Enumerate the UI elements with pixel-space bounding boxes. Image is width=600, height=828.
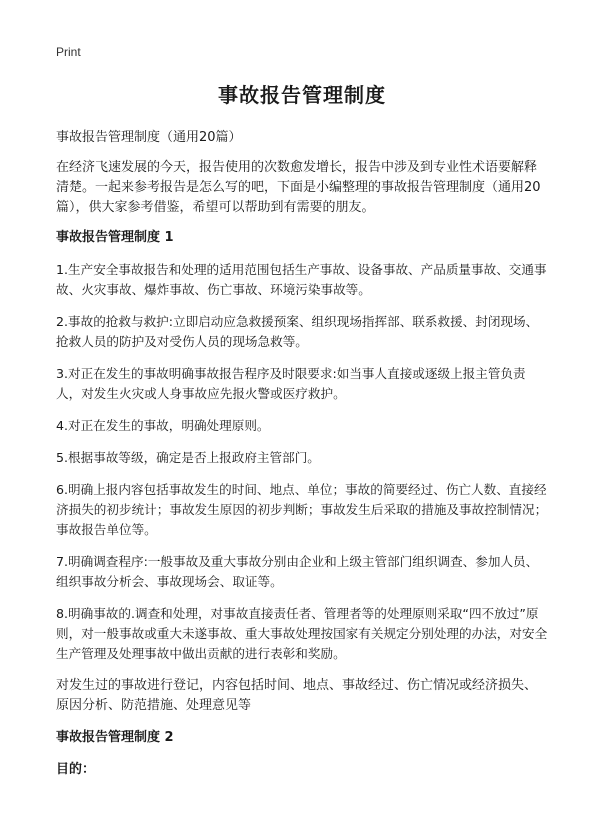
document-title: 事故报告管理制度 bbox=[218, 83, 386, 107]
list-item: 5.根据事故等级，确定是否上报政府主管部门。 bbox=[56, 450, 320, 465]
list-item: 7.明确调查程序:一般事故及重大事故分别由企业和上级主管部门组织调查、参加人员、组织事故分析会、事故现场会、取证等。 bbox=[56, 554, 539, 589]
intro-paragraph: 在经济飞速发展的今天，报告使用的次数愈发增长，报告中涉及到专业性术语要解释清楚。一起来参考报告是怎么写的吧，下面是小编整理的事故报告管理制度（通用20篇），供大家参考借鉴，希望可以帮助到有需要的朋友。 bbox=[56, 160, 541, 215]
print-link[interactable]: Print bbox=[56, 45, 81, 59]
list-item: 4.对正在发生的事故，明确处理原则。 bbox=[56, 418, 270, 433]
list-item: 3.对正在发生的事故明确事故报告程序及时限要求:如当事人直接或逐级上报主管负责人，对发生火灾或人身事故应先报火警或医疗救护。 bbox=[56, 366, 526, 401]
closing-paragraph: 对发生过的事故进行登记，内容包括时间、地点、事故经过、伤亡情况或经济损失、原因分析、防范措施、处理意见等 bbox=[56, 678, 538, 713]
section-1-heading: 事故报告管理制度 1 bbox=[56, 230, 174, 245]
list-item: 1.生产安全事故报告和处理的适用范围包括生产事故、设备事故、产品质量事故、交通事故、火灾事故、爆炸事故、伤亡事故、环境污染事故等。 bbox=[56, 262, 547, 297]
document-subtitle: 事故报告管理制度（通用20篇） bbox=[56, 130, 242, 145]
list-item: 6.明确上报内容包括事故发生的时间、地点、单位；事故的简要经过、伤亡人数、直接经济损失的初步统计；事故发生原因的初步判断；事故发生后采取的措施及事故控制情况；事故报告单位等。 bbox=[56, 482, 548, 537]
goal-label: 目的： bbox=[56, 762, 96, 777]
list-item: 2.事故的抢救与救护:立即启动应急救援预案、组织现场指挥部、联系救援、封闭现场、抢救人员的防护及对受伤人员的现场急救等。 bbox=[56, 314, 539, 349]
section-2-heading: 事故报告管理制度 2 bbox=[56, 730, 174, 745]
list-item: 8.明确事故的.调查和处理，对事故直接责任者、管理者等的处理原则采取“四不放过”原则，对一般事故或重大未遂事故、重大事故处理按国家有关规定分别处理的办法，对安全生产管理及处理事故中做出贡献的进行表彰和奖励。 bbox=[56, 606, 548, 661]
